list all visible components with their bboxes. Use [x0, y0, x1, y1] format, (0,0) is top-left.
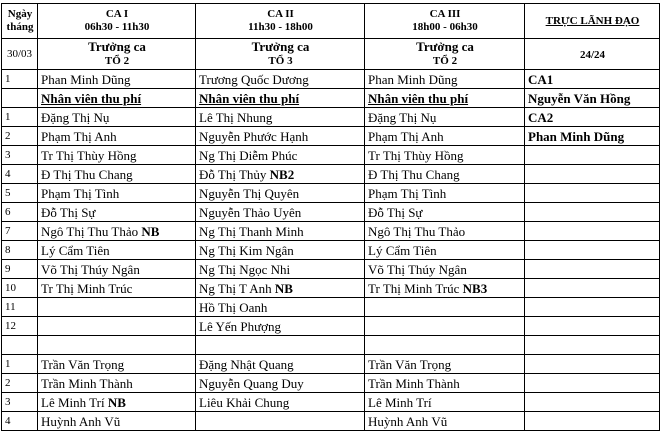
empty-cell — [365, 336, 525, 355]
shift3-name-text: Đặng Thị Nụ — [368, 109, 437, 125]
staff-row — [2, 203, 660, 222]
staff-row — [2, 260, 660, 279]
shift3-name-text: Tr Thị Minh Trúc — [368, 280, 460, 296]
shift2-name-text: Nguyễn Thị Quyên — [199, 185, 300, 201]
row-number — [2, 127, 38, 146]
shift3-name-text: Lý Cẩm Tiên — [368, 242, 437, 258]
shift2-name-text: Ng Thị Ngọc Nhi — [199, 261, 291, 277]
leader-cell — [525, 412, 660, 431]
shift2-name-text: Ng Thị T Anh — [199, 280, 272, 296]
shift3-name — [365, 222, 525, 241]
shift2-team: Trưởng ca TỔ 3 — [196, 39, 365, 70]
row-number-text: 1 — [5, 110, 11, 123]
shift3-name — [365, 260, 525, 279]
shift3-name — [365, 127, 525, 146]
shift1-lead: Phan Minh Dũng — [38, 70, 196, 89]
shift2-name-text: Lê Yến Phượng — [199, 318, 282, 334]
shift2-name-text: Lê Thị Nhung — [199, 109, 273, 125]
shift3-name — [365, 393, 525, 412]
leader-cell — [525, 317, 660, 336]
shift2-name — [196, 279, 365, 298]
shift2-name-tag: NB — [274, 280, 293, 296]
shift2-name-text: Nguyễn Phước Hạnh — [199, 128, 309, 144]
shift1-name-text: Đặng Thị Nụ — [41, 109, 110, 125]
shift1-name — [38, 203, 196, 222]
shift2-name — [196, 355, 365, 374]
shift2-name — [196, 127, 365, 146]
shift1-name — [38, 127, 196, 146]
staff-row — [2, 317, 660, 336]
spacer-row — [2, 336, 660, 355]
staff-row — [2, 127, 660, 146]
shift2-name — [196, 222, 365, 241]
shift1-name — [38, 222, 196, 241]
shift1-name — [38, 298, 196, 317]
shift2-name-text: Nguyễn Thảo Uyên — [199, 204, 302, 220]
row-number-text: 1 — [5, 357, 11, 370]
row-number-text: 5 — [5, 186, 11, 199]
row-number — [2, 241, 38, 260]
shift3-name-text: Phạm Thị Tình — [368, 185, 447, 201]
date-value: 30/03 — [2, 39, 38, 70]
shift3-name-text: Trần Văn Trọng — [368, 356, 452, 372]
row-number-text: 11 — [5, 300, 16, 313]
shift3-team: Trưởng ca TỔ 2 — [365, 39, 525, 70]
shift3-name-text: Lê Minh Trí — [368, 394, 432, 410]
leader-cell — [525, 184, 660, 203]
shift2-name-text: Ng Thị Kim Ngân — [199, 242, 294, 258]
shift1-name-tag: NB — [141, 223, 160, 239]
shift-schedule-table — [1, 3, 660, 431]
shift1-name — [38, 184, 196, 203]
shift3-name — [365, 184, 525, 203]
row-number — [2, 412, 38, 431]
shift3-name-text: Trần Minh Thành — [368, 375, 460, 391]
shift2-name-text: Ng Thị Thanh Minh — [199, 223, 304, 239]
staff-row — [2, 108, 660, 127]
shift3-name — [365, 298, 525, 317]
shift2-name — [196, 165, 365, 184]
shift1-header: CA I 06h30 - 11h30 — [38, 4, 196, 39]
security-row — [2, 393, 660, 412]
shift1-name-text: Huỳnh Anh Vũ — [41, 413, 121, 429]
leader-cell — [525, 203, 660, 222]
staff-header-row — [2, 89, 660, 108]
leader-cell — [525, 355, 660, 374]
shift3-staff-label: Nhân viên thu phí — [365, 89, 525, 108]
shift1-name-text: Trần Minh Thành — [41, 375, 133, 391]
shift2-header: CA II 11h30 - 18h00 — [196, 4, 365, 39]
leader-value: 24/24 — [525, 39, 660, 70]
shift1-name-text: Đ Thị Thu Chang — [41, 166, 133, 182]
leader-cell: CA1 — [525, 70, 660, 89]
leader-cell — [525, 374, 660, 393]
shift1-name — [38, 241, 196, 260]
row-number-text: 4 — [5, 167, 11, 180]
shift3-name — [365, 241, 525, 260]
shift1-name — [38, 260, 196, 279]
leader-header: TRỰC LÃNH ĐẠO — [525, 4, 660, 39]
shift1-name — [38, 393, 196, 412]
shift3-name-text: Đỗ Thị Sự — [368, 204, 423, 220]
shift3-name — [365, 108, 525, 127]
row-number — [2, 374, 38, 393]
shift1-name-text: Phạm Thị Tình — [41, 185, 120, 201]
row-number-text: 2 — [5, 129, 11, 142]
leader-cell — [525, 241, 660, 260]
shift1-staff-label: Nhân viên thu phí — [38, 89, 196, 108]
security-row — [2, 374, 660, 393]
leader-cell — [525, 165, 660, 184]
shift1-name — [38, 165, 196, 184]
shift1-name-text: Lý Cẩm Tiên — [41, 242, 110, 258]
shift2-name — [196, 241, 365, 260]
shift3-name-text: Phạm Thị Anh — [368, 128, 444, 144]
shift3-name — [365, 355, 525, 374]
shift1-team: Trưởng ca TỔ 2 — [38, 39, 196, 70]
shift3-name — [365, 146, 525, 165]
staff-row — [2, 241, 660, 260]
shift2-lead: Trương Quốc Dương — [196, 70, 365, 89]
date-column-header: Ngày tháng — [2, 4, 38, 39]
shift2-name — [196, 184, 365, 203]
row-number — [2, 260, 38, 279]
row-number-text: 4 — [5, 414, 11, 427]
security-row — [2, 355, 660, 374]
row-number — [2, 279, 38, 298]
shift1-name-text: Trần Văn Trọng — [41, 356, 125, 372]
row-number — [2, 298, 38, 317]
leader-cell — [525, 108, 660, 127]
row-number-text: 9 — [5, 262, 11, 275]
shift1-name — [38, 108, 196, 127]
staff-row — [2, 146, 660, 165]
shift2-staff-label: Nhân viên thu phí — [196, 89, 365, 108]
row-number-text: 2 — [5, 376, 11, 389]
shift1-name-tag: NB — [107, 394, 126, 410]
shift2-name — [196, 260, 365, 279]
row-number — [2, 89, 38, 108]
shift1-name-text: Võ Thị Thúy Ngân — [41, 261, 140, 277]
row-number-text: 3 — [5, 395, 11, 408]
shift1-name — [38, 279, 196, 298]
leader-cell — [525, 260, 660, 279]
shift2-name-tag: NB2 — [269, 166, 295, 182]
row-number-text: 7 — [5, 224, 11, 237]
shift2-name — [196, 393, 365, 412]
header-row-shifts — [2, 4, 660, 39]
shift3-header: CA III 18h00 - 06h30 — [365, 4, 525, 39]
shift1-name-text: Lê Minh Trí — [41, 394, 105, 410]
leader-cell — [525, 298, 660, 317]
shift3-name — [365, 165, 525, 184]
shift2-name-text: Đặng Nhật Quang — [199, 356, 294, 372]
row-number-text: 6 — [5, 205, 11, 218]
shift1-name — [38, 355, 196, 374]
shift2-name-text: Hồ Thị Oanh — [199, 299, 268, 315]
leader-cell — [525, 393, 660, 412]
empty-cell — [196, 336, 365, 355]
row-number — [2, 108, 38, 127]
row-number — [2, 393, 38, 412]
shift1-name — [38, 146, 196, 165]
shift3-lead: Phan Minh Dũng — [365, 70, 525, 89]
leader-cell — [525, 146, 660, 165]
leader-cell — [525, 127, 660, 146]
leader-cell — [525, 222, 660, 241]
leader-cell: Nguyễn Văn Hồng — [525, 89, 660, 108]
header-row-teams — [2, 39, 660, 70]
shift1-name-text: Tr Thị Minh Trúc — [41, 280, 133, 296]
shift1-name-text: Đỗ Thị Sự — [41, 204, 96, 220]
shift1-name — [38, 374, 196, 393]
row-number — [2, 165, 38, 184]
shift3-name — [365, 203, 525, 222]
row-number — [2, 146, 38, 165]
shift2-name-text: Ng Thị Diễm Phúc — [199, 147, 298, 163]
shift2-name-text: Đỗ Thị Thủy — [199, 166, 267, 182]
shift2-name-text: Nguyễn Quang Duy — [199, 375, 304, 391]
shift3-name-tag: NB3 — [462, 280, 488, 296]
shift3-name-text: Ngô Thị Thu Thảo — [368, 223, 466, 239]
shift1-name-text: Ngô Thị Thu Thảo — [41, 223, 139, 239]
row-number-text: 8 — [5, 243, 11, 256]
shift1-name — [38, 317, 196, 336]
row-number — [2, 355, 38, 374]
shift2-name-text: Liêu Khải Chung — [199, 394, 290, 410]
row-number-text: 12 — [5, 319, 16, 332]
shift1-name — [38, 412, 196, 431]
shift2-name — [196, 412, 365, 431]
shift2-name — [196, 298, 365, 317]
shift1-name-text: Tr Thị Thùy Hồng — [41, 147, 137, 163]
leader-cell-text: Phan Minh Dũng — [528, 128, 625, 144]
shift3-name-text: Võ Thị Thúy Ngân — [368, 261, 467, 277]
row-number — [2, 203, 38, 222]
row-number-text: 3 — [5, 148, 11, 161]
shift2-name — [196, 374, 365, 393]
row-number-text: 10 — [5, 281, 16, 294]
security-row — [2, 412, 660, 431]
shift2-name — [196, 317, 365, 336]
empty-cell — [38, 336, 196, 355]
empty-cell — [525, 336, 660, 355]
staff-row — [2, 298, 660, 317]
shift2-name — [196, 146, 365, 165]
shift-lead-row — [2, 70, 660, 89]
row-number — [2, 184, 38, 203]
shift1-name-text: Phạm Thị Anh — [41, 128, 117, 144]
row-number — [2, 317, 38, 336]
shift3-name — [365, 279, 525, 298]
shift3-name-text: Đ Thị Thu Chang — [368, 166, 460, 182]
shift3-name-text: Tr Thị Thùy Hồng — [368, 147, 464, 163]
shift3-name-text: Huỳnh Anh Vũ — [368, 413, 448, 429]
leader-cell — [525, 279, 660, 298]
staff-row — [2, 279, 660, 298]
shift3-name — [365, 412, 525, 431]
leader-cell-text: CA2 — [528, 109, 554, 125]
staff-row — [2, 165, 660, 184]
row-number — [2, 222, 38, 241]
row-number: 1 — [2, 70, 38, 89]
staff-row — [2, 184, 660, 203]
shift2-name — [196, 108, 365, 127]
staff-row — [2, 222, 660, 241]
shift3-name — [365, 374, 525, 393]
shift2-name — [196, 203, 365, 222]
shift3-name — [365, 317, 525, 336]
empty-cell — [2, 336, 38, 355]
